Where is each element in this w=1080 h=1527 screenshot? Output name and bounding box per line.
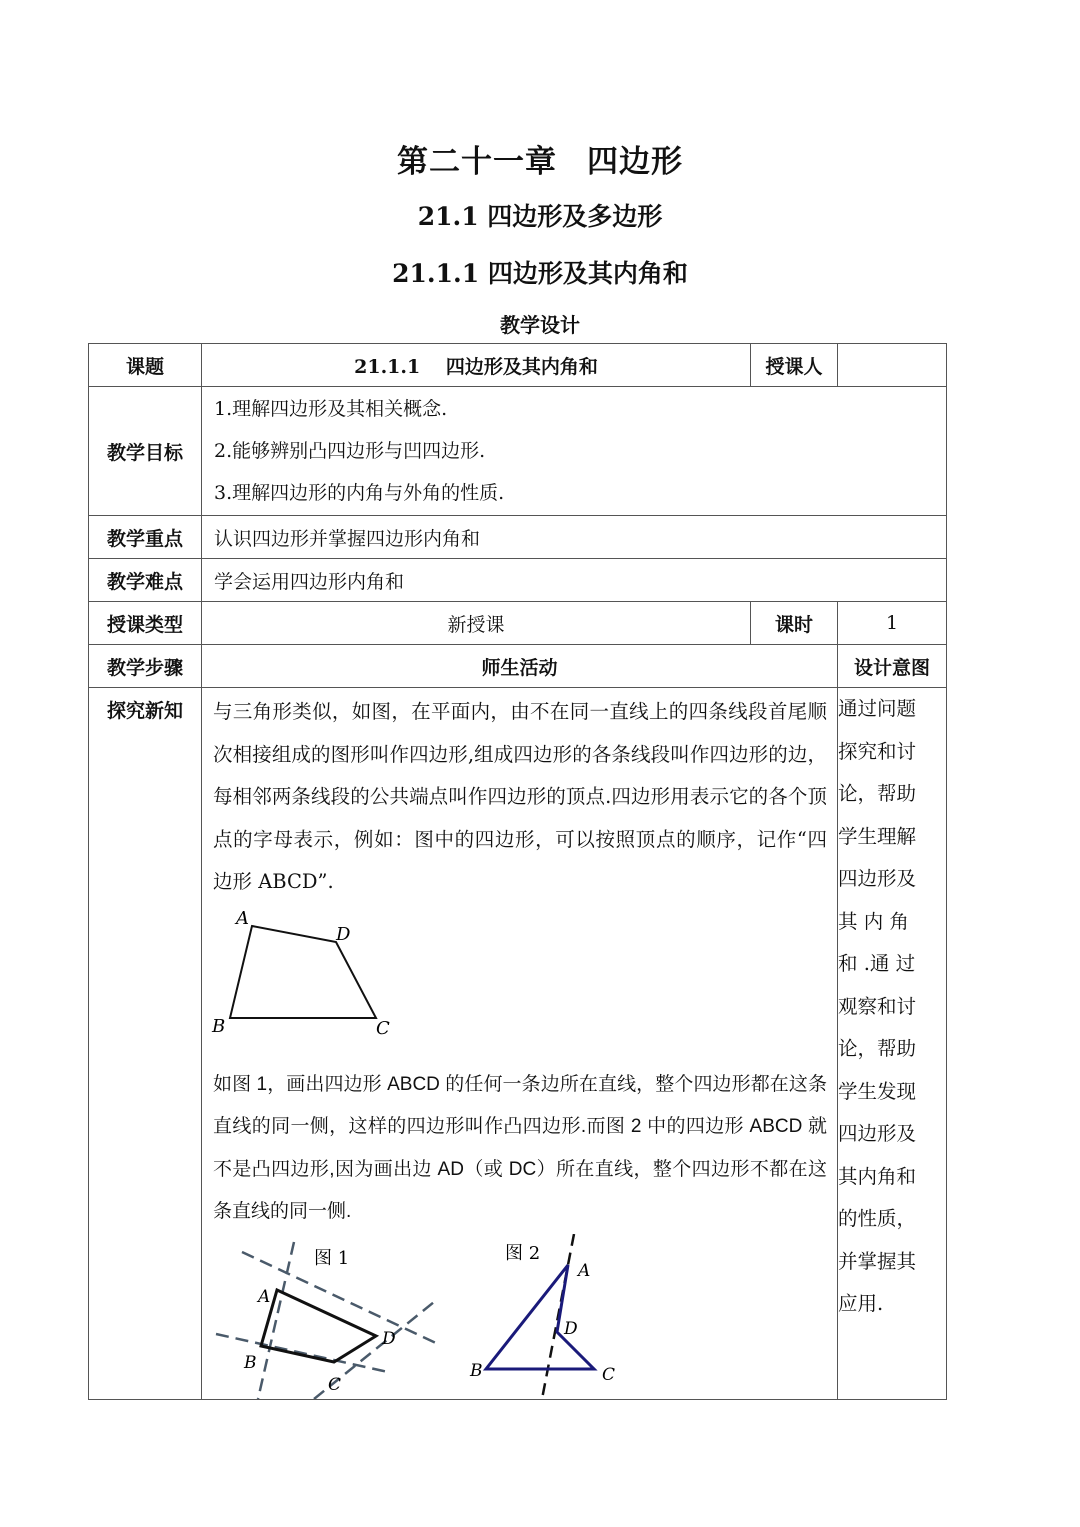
- intent-line: 四边形及: [838, 1122, 917, 1145]
- step1-paragraph-2: 如图 1，画出四边形 ABCD 的任何一条边所在直线，整个四边形都在这条直线的同一侧，这样的四边形叫作凸四边形.而图 2 中的四边形 ABCD 就不是凸四边形,因为画出边 AD（或 DC）所在直线，整个四边形不都在这条直线的同一侧.: [213, 1073, 827, 1222]
- step1-paragraph-1: 与三角形类似，如图，在平面内，由不在同一直线上的四条线段首尾顺次相接组成的图形叫作四边形,组成四边形的各条线段叫作四边形的边，每相邻两条线段的公共端点叫作四边形的顶点.四边形用表示它的各个顶点的字母表示，例如：图中的四边形，可以按照顶点的顺序，记作“四边形 ABCD”.: [213, 700, 827, 893]
- figure-2-caption: 图 2: [505, 1242, 541, 1264]
- topic-label: 课题: [89, 344, 202, 387]
- activity-label: 师生活动: [202, 645, 838, 688]
- topic-row: [89, 344, 947, 387]
- quadrilateral-shape: [230, 923, 376, 1018]
- goals-label: 教学目标: [89, 387, 202, 516]
- focus-label: 教学重点: [89, 516, 202, 559]
- intent-line: 四边形及: [838, 867, 917, 890]
- step1-label: 探究新知: [89, 688, 202, 1400]
- steps-header-row: [89, 645, 947, 688]
- fig2-label-c: C: [602, 1364, 616, 1385]
- difficulty-label: 教学难点: [89, 559, 202, 602]
- convex-quadrilateral: [261, 1290, 376, 1362]
- figure-1-convex: [216, 1242, 438, 1399]
- doc-type-title: 教学设计: [500, 313, 580, 337]
- steps-label: 教学步骤: [89, 645, 202, 688]
- fig2-label-a: A: [578, 1260, 591, 1281]
- vertex-label-b: B: [212, 1015, 226, 1037]
- chapter-number: 第二十一章: [397, 144, 557, 180]
- lesson-type-value: 新授课: [202, 602, 751, 645]
- vertex-label-d: D: [336, 923, 351, 945]
- lesson-type-row: [89, 602, 947, 645]
- teacher-value: [838, 344, 947, 387]
- goal-item: 3.理解四边形的内角与外角的性质.: [214, 482, 505, 504]
- step1-activity: [202, 688, 838, 1400]
- intent-line: 观察和讨: [838, 994, 917, 1018]
- intent-label: 设计意图: [838, 645, 947, 688]
- intent-line: 和 .通 过: [838, 952, 916, 975]
- intent-line: 论，帮助: [838, 782, 917, 805]
- fig1-label-a: A: [258, 1286, 271, 1307]
- intent-line: 其 内 角: [838, 909, 909, 933]
- intent-line: 并掌握其: [838, 1249, 917, 1273]
- figures-1-2: [202, 1234, 832, 1399]
- intent-line: 应用.: [838, 1292, 884, 1315]
- figure-2-concave: [469, 1234, 615, 1399]
- intent-line: 通过问题: [838, 697, 917, 720]
- figure-1-caption: 图 1: [314, 1247, 350, 1269]
- lesson-type-label: 授课类型: [89, 602, 202, 645]
- goal-item: 1.理解四边形及其相关概念.: [214, 398, 448, 420]
- goals-row: [89, 387, 947, 516]
- step1-intent: [838, 688, 947, 1400]
- quadrilateral-abcd-figure: [210, 904, 410, 1064]
- lesson-plan-table: [88, 343, 947, 1400]
- intent-line: 探究和讨: [838, 739, 917, 763]
- intent-line: 其内角和: [838, 1164, 917, 1188]
- fig1-label-d: D: [382, 1328, 396, 1349]
- chapter-title: [0, 136, 1080, 181]
- hours-label: 课时: [751, 602, 838, 645]
- subsection-title: 21.1.1 四边形及其内角和: [392, 259, 688, 288]
- goal-item: 2.能够辨别凸四边形与凹四边形.: [214, 440, 486, 462]
- focus-value: 认识四边形并掌握四边形内角和: [202, 516, 947, 559]
- intent-line: 学生发现: [838, 1079, 917, 1103]
- intent-line: 论，帮助: [838, 1037, 917, 1060]
- goals-cell: [202, 387, 947, 516]
- topic-value: 21.1.1 四边形及其内角和: [202, 344, 751, 387]
- difficulty-row: [89, 559, 947, 602]
- fig1-label-b: B: [244, 1352, 257, 1373]
- fig2-label-d: D: [564, 1318, 578, 1339]
- vertex-label-a: A: [236, 907, 249, 929]
- hours-value: 1: [838, 602, 947, 645]
- step1-row: [89, 688, 947, 1400]
- intent-line: 的性质，: [838, 1207, 917, 1230]
- difficulty-value: 学会运用四边形内角和: [202, 559, 947, 602]
- fig2-label-b: B: [470, 1360, 483, 1381]
- teacher-label: 授课人: [751, 344, 838, 387]
- chapter-name: 四边形: [587, 144, 683, 180]
- focus-row: [89, 516, 947, 559]
- vertex-label-c: C: [376, 1017, 390, 1039]
- intent-line: 学生理解: [838, 824, 917, 848]
- section-title: 21.1 四边形及多边形: [417, 202, 663, 231]
- fig1-label-c: C: [328, 1374, 342, 1395]
